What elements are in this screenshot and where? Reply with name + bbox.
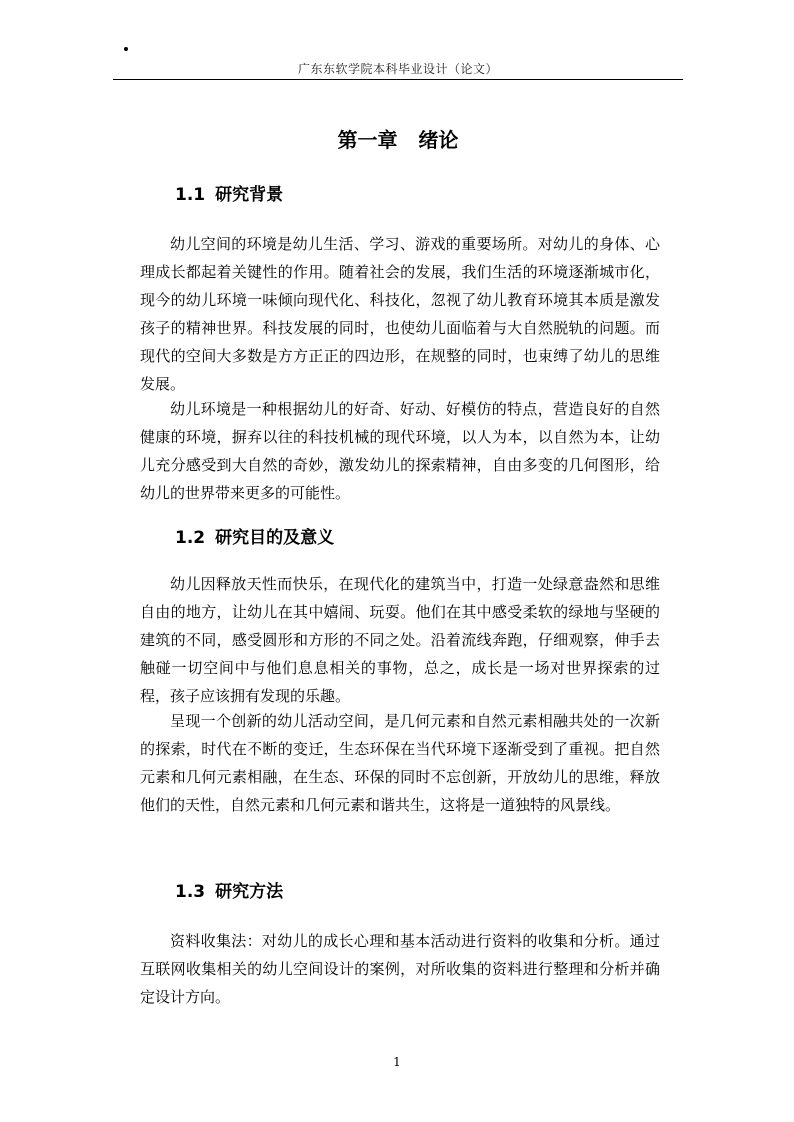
section-heading-1-3 [175, 877, 283, 902]
section-number: 1.3 [175, 882, 206, 902]
header-rule [113, 79, 683, 80]
section-number: 1.2 [175, 528, 206, 548]
section-title: 研究背景 [215, 185, 284, 205]
header-dot-mark [124, 47, 128, 51]
section-heading-1-1 [175, 180, 283, 205]
section-title: 研究方法 [215, 882, 284, 902]
paragraph: 资料收集法：对幼儿的成长心理和基本活动进行资料的收集和分析。通过互联网收集相关的幼儿空间设计的案例，对所收集的资料进行整理和分析并确定设计方向。 [140, 932, 660, 1006]
section-number: 1.1 [175, 185, 206, 205]
page-number: 1 [393, 1055, 401, 1069]
page-header: 广东东软学院本科毕业设计（论文） [297, 62, 498, 76]
chapter-title: 第一章 绪论 [337, 128, 459, 152]
paragraph: 呈现一个创新的幼儿活动空间，是几何元素和自然元素相融共处的一次新的探索，时代在不断的变迁，生态环保在当代环境下逐渐受到了重视。把自然元素和几何元素相融，在生态、环保的同时不忘创新，开放幼儿的思维，释放他们的天性，自然元素和几何元素和谐共生，这将是一道独特的风景线。 [140, 712, 660, 814]
section-title: 研究目的及意义 [215, 528, 335, 548]
paragraph: 幼儿空间的环境是幼儿生活、学习、游戏的重要场所。对幼儿的身体、心理成长都起着关键性的作用。随着社会的发展，我们生活的环境逐渐城市化，现今的幼儿环境一味倾向现代化、科技化，忽视了幼儿教育环境其本质是激发孩子的精神世界。科技发展的同时，也使幼儿面临着与大自然脱轨的问题。而现代的空间大多数是方方正正的四边形，在规整的同时，也束缚了幼儿的思维发展。 [140, 235, 660, 393]
section-heading-1-2 [175, 523, 334, 548]
paragraph: 幼儿因释放天性而快乐，在现代化的建筑当中，打造一处绿意盎然和思维自由的地方，让幼儿在其中嬉闹、玩耍。他们在其中感受柔软的绿地与坚硬的建筑的不同，感受圆形和方形的不同之处。沿着流线奔跑，仔细观察，伸手去触碰一切空间中与他们息息相关的事物，总之，成长是一场对世界探索的过程，孩子应该拥有发现的乐趣。 [140, 575, 660, 705]
paragraph: 幼儿环境是一种根据幼儿的好奇、好动、好模仿的特点，营造良好的自然健康的环境，摒弃以往的科技机械的现代环境，以人为本，以自然为本，让幼儿充分感受到大自然的奇妙，激发幼儿的探索精神，自由多变的几何图形，给幼儿的世界带来更多的可能性。 [140, 400, 660, 502]
